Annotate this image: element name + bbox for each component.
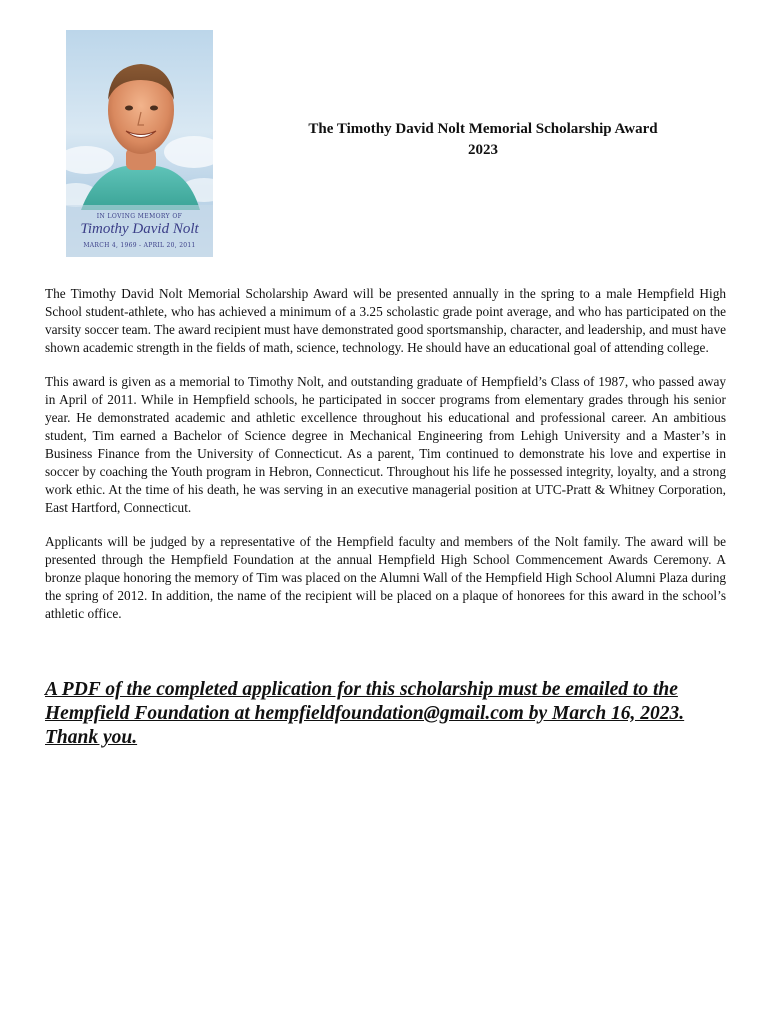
photo-caption-dates: MARCH 4, 1969 - APRIL 20, 2011 [83,242,196,249]
memorial-portrait-image [66,30,213,257]
document-body [45,285,726,639]
paragraph-eligibility: The Timothy David Nolt Memorial Scholarship Award will be presented annually in the spring to a male Hempfield High School student-athlete, who has achieved a minimum of a 3.25 scholastic grade point average, and who has participated on the varsity soccer team. The award recipient must have demonstrated good sportsmanship, character, and leadership, and must have shown academic strength in the fields of math, science, technology. He should have an educational goal of attending college. [45,286,726,355]
submission-notice: A PDF of the completed application for this scholarship must be emailed to the Hempfield Foundation at hempfieldfoundation@gmail.com by March 16, 2023. Thank you. [45,679,685,748]
title-year: 2023 [468,142,498,158]
paragraph-memorial: This award is given as a memorial to Timothy Nolt, and outstanding graduate of Hempfield’s Class of 1987, who passed away in April of 2011. While in Hempfield schools, he participated in soccer programs from elementary grades through his senior year. He demonstrated academic and athletic excellence throughout his educational and professional career. An ambitious student, Tim earned a Bachelor of Science degree in Mechanical Engineering from Lehigh University and a Master’s in Business Finance from the University of Connecticut. As a parent, Tim continued to demonstrate his love and expertise in soccer by coaching the Youth program in Hebron, Connecticut. Throughout his life he possessed integrity, loyalty, and a strong work ethic. At the time of his death, he was serving in an executive managerial position at UTC-Pratt & Whitney Corporation, East Hartford, Connecticut. [45,374,726,515]
photo-caption-name: Timothy David Nolt [80,221,199,237]
paragraph-selection: Applicants will be judged by a representative of the Hempfield faculty and members of the Nolt family. The award will be presented through the Hempfield Foundation at the annual Hempfield High School Commencement Awards Ceremony. A bronze plaque honoring the memory of Tim was placed on the Alumni Wall of the Hempfield High School Alumni Plaza during the spring of 2012. In addition, the name of the recipient will be placed on a plaque of honorees for this award in the school’s athletic office. [45,534,726,621]
title-award-name: The Timothy David Nolt Memorial Scholarship Award [308,121,658,137]
document-title [220,119,746,161]
memorial-photo [66,30,213,257]
photo-caption-memory: IN LOVING MEMORY OF [96,213,183,220]
